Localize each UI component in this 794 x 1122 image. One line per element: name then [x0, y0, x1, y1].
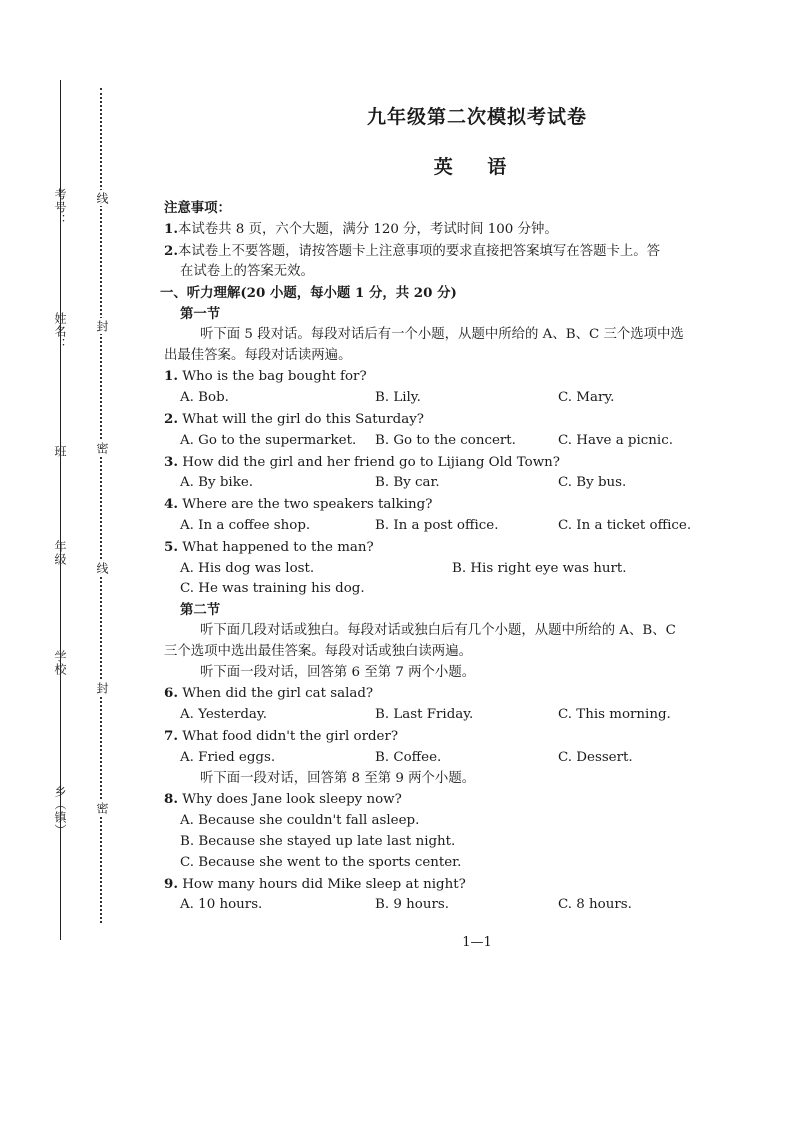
option-a: A. By bike.: [180, 475, 253, 491]
question-1: [164, 366, 754, 388]
question-3: [164, 452, 754, 474]
notice-item-1: [164, 219, 754, 241]
question-4: [164, 494, 754, 516]
seal-word-secret: 密: [95, 442, 109, 454]
notice-item-2-cont: 在试卷上的答案无效。: [180, 264, 314, 280]
notice-item-text: 本试卷上不要答题，请按答题卡上注意事项的要求直接把答案填写在答题卡上。答: [177, 243, 661, 259]
question-number: 7.: [164, 727, 178, 744]
notice-item-number: 1.: [164, 220, 178, 237]
field-school-label: 学校: [53, 650, 67, 676]
option-c: C. He was training his dog.: [180, 581, 365, 597]
question-9-options: [164, 895, 754, 916]
option-b: B. In a post office.: [375, 517, 499, 533]
section-heading: 一、听力理解(20 小题，每小题 1 分，共 20 分): [160, 285, 457, 302]
option-c: C. Mary.: [558, 390, 615, 406]
question-2-options: [164, 431, 754, 452]
option-a: A. Go to the supermarket.: [180, 432, 357, 448]
option-c: C. In a ticket office.: [558, 517, 692, 533]
option-a: A. His dog was lost.: [180, 560, 315, 576]
option-b: B. By car.: [375, 475, 440, 491]
field-township-label: 乡（镇）: [53, 785, 67, 837]
question-5-options-row: [164, 559, 754, 580]
notice-heading: 注意事项：: [164, 200, 231, 216]
binding-dotted-line: [100, 88, 102, 923]
option-a: A. Yesterday.: [180, 707, 267, 723]
notice-item-text: 本试卷共 8 页，六个大题，满分 120 分，考试时间 100 分钟。: [177, 221, 558, 237]
seal-word-line: 线: [95, 562, 109, 574]
notice-item-number: 2.: [164, 242, 178, 259]
seal-word-seal: 封: [95, 320, 109, 332]
option-a: A. 10 hours.: [180, 897, 263, 913]
question-number: 2.: [164, 410, 178, 427]
option-c: C. Because she went to the sports center.: [180, 854, 462, 870]
question-number: 3.: [164, 453, 178, 470]
question-4-options: [164, 516, 754, 537]
option-c: C. By bus.: [558, 475, 627, 491]
exam-content: [160, 198, 754, 916]
field-exam-number-label: 考号：: [53, 188, 67, 227]
part2-sub-instruction-2: 听下面一段对话，回答第 8 至第 9 两个小题。: [200, 770, 476, 786]
option-b: B. Go to the concert.: [375, 432, 516, 448]
option-b: B. Lily.: [375, 390, 421, 406]
question-3-options: [164, 473, 754, 494]
question-9: [164, 874, 754, 896]
question-text: What happened to the man?: [182, 539, 374, 555]
question-8: [164, 789, 754, 811]
seal-word-line: 线: [95, 192, 109, 204]
notice-item-2: [164, 241, 754, 263]
question-text: When did the girl cat salad?: [182, 686, 374, 702]
option-b: B. 9 hours.: [375, 897, 449, 913]
option-c: C. 8 hours.: [558, 897, 632, 913]
field-class-label: 班: [53, 445, 67, 458]
option-b: B. Coffee.: [375, 749, 442, 765]
field-grade-label: 年级: [53, 540, 67, 566]
part2-sub-instruction-1: 听下面一段对话，回答第 6 至第 7 两个小题。: [200, 664, 476, 680]
question-text: Why does Jane look sleepy now?: [182, 792, 402, 808]
question-number: 9.: [164, 875, 178, 892]
question-6-options: [164, 705, 754, 726]
question-text: How many hours did Mike sleep at night?: [182, 876, 466, 892]
option-a: A. Because she couldn't fall asleep.: [180, 813, 420, 829]
option-a: A. Fried eggs.: [180, 749, 276, 765]
question-number: 5.: [164, 538, 178, 555]
option-c: C. Dessert.: [558, 749, 633, 765]
question-text: What will the girl do this Saturday?: [182, 411, 424, 427]
question-number: 6.: [164, 685, 178, 702]
option-b: B. Last Friday.: [375, 707, 474, 723]
question-number: 1.: [164, 368, 178, 385]
option-b: B. His right eye was hurt.: [452, 560, 627, 576]
option-a: A. In a coffee shop.: [180, 517, 311, 533]
option-c: C. Have a picnic.: [558, 432, 673, 448]
option-a: A. Bob.: [180, 390, 229, 406]
field-name-label: 姓名：: [53, 312, 67, 351]
question-text: How did the girl and her friend go to Lijiang Old Town?: [182, 454, 560, 470]
part2-instruction: 听下面几段对话或独白。每段对话或独白后有几个小题，从题中所给的 A、B、C: [200, 622, 676, 638]
question-text: What food didn't the girl order?: [182, 728, 399, 744]
question-number: 4.: [164, 496, 178, 513]
question-2: [164, 409, 754, 431]
part1-instruction: 听下面 5 段对话。每段对话后有一个小题，从题中所给的 A、B、C 三个选项中选: [200, 326, 684, 342]
question-5: [164, 537, 754, 559]
question-7-options: [164, 748, 754, 769]
seal-word-seal: 封: [95, 682, 109, 694]
question-7: [164, 726, 754, 748]
option-b: B. Because she stayed up late last night.: [180, 833, 456, 849]
option-c: C. This morning.: [558, 707, 671, 723]
question-number: 8.: [164, 791, 178, 808]
page-number: 1—1: [462, 935, 492, 950]
part2-label: 第二节: [180, 602, 221, 619]
part2-instruction-cont: 三个选项中选出最佳答案。每段对话或独白读两遍。: [164, 643, 472, 659]
seal-word-secret: 密: [95, 802, 109, 814]
question-6: [164, 683, 754, 705]
question-1-options: [164, 388, 754, 409]
exam-subject: 英 语: [433, 156, 521, 178]
question-text: Where are the two speakers talking?: [182, 497, 433, 513]
exam-title: 九年级第二次模拟考试卷: [366, 106, 587, 128]
part1-instruction-cont: 出最佳答案。每段对话读两遍。: [164, 347, 352, 363]
part1-label: 第一节: [180, 305, 221, 322]
question-text: Who is the bag bought for?: [182, 369, 367, 385]
